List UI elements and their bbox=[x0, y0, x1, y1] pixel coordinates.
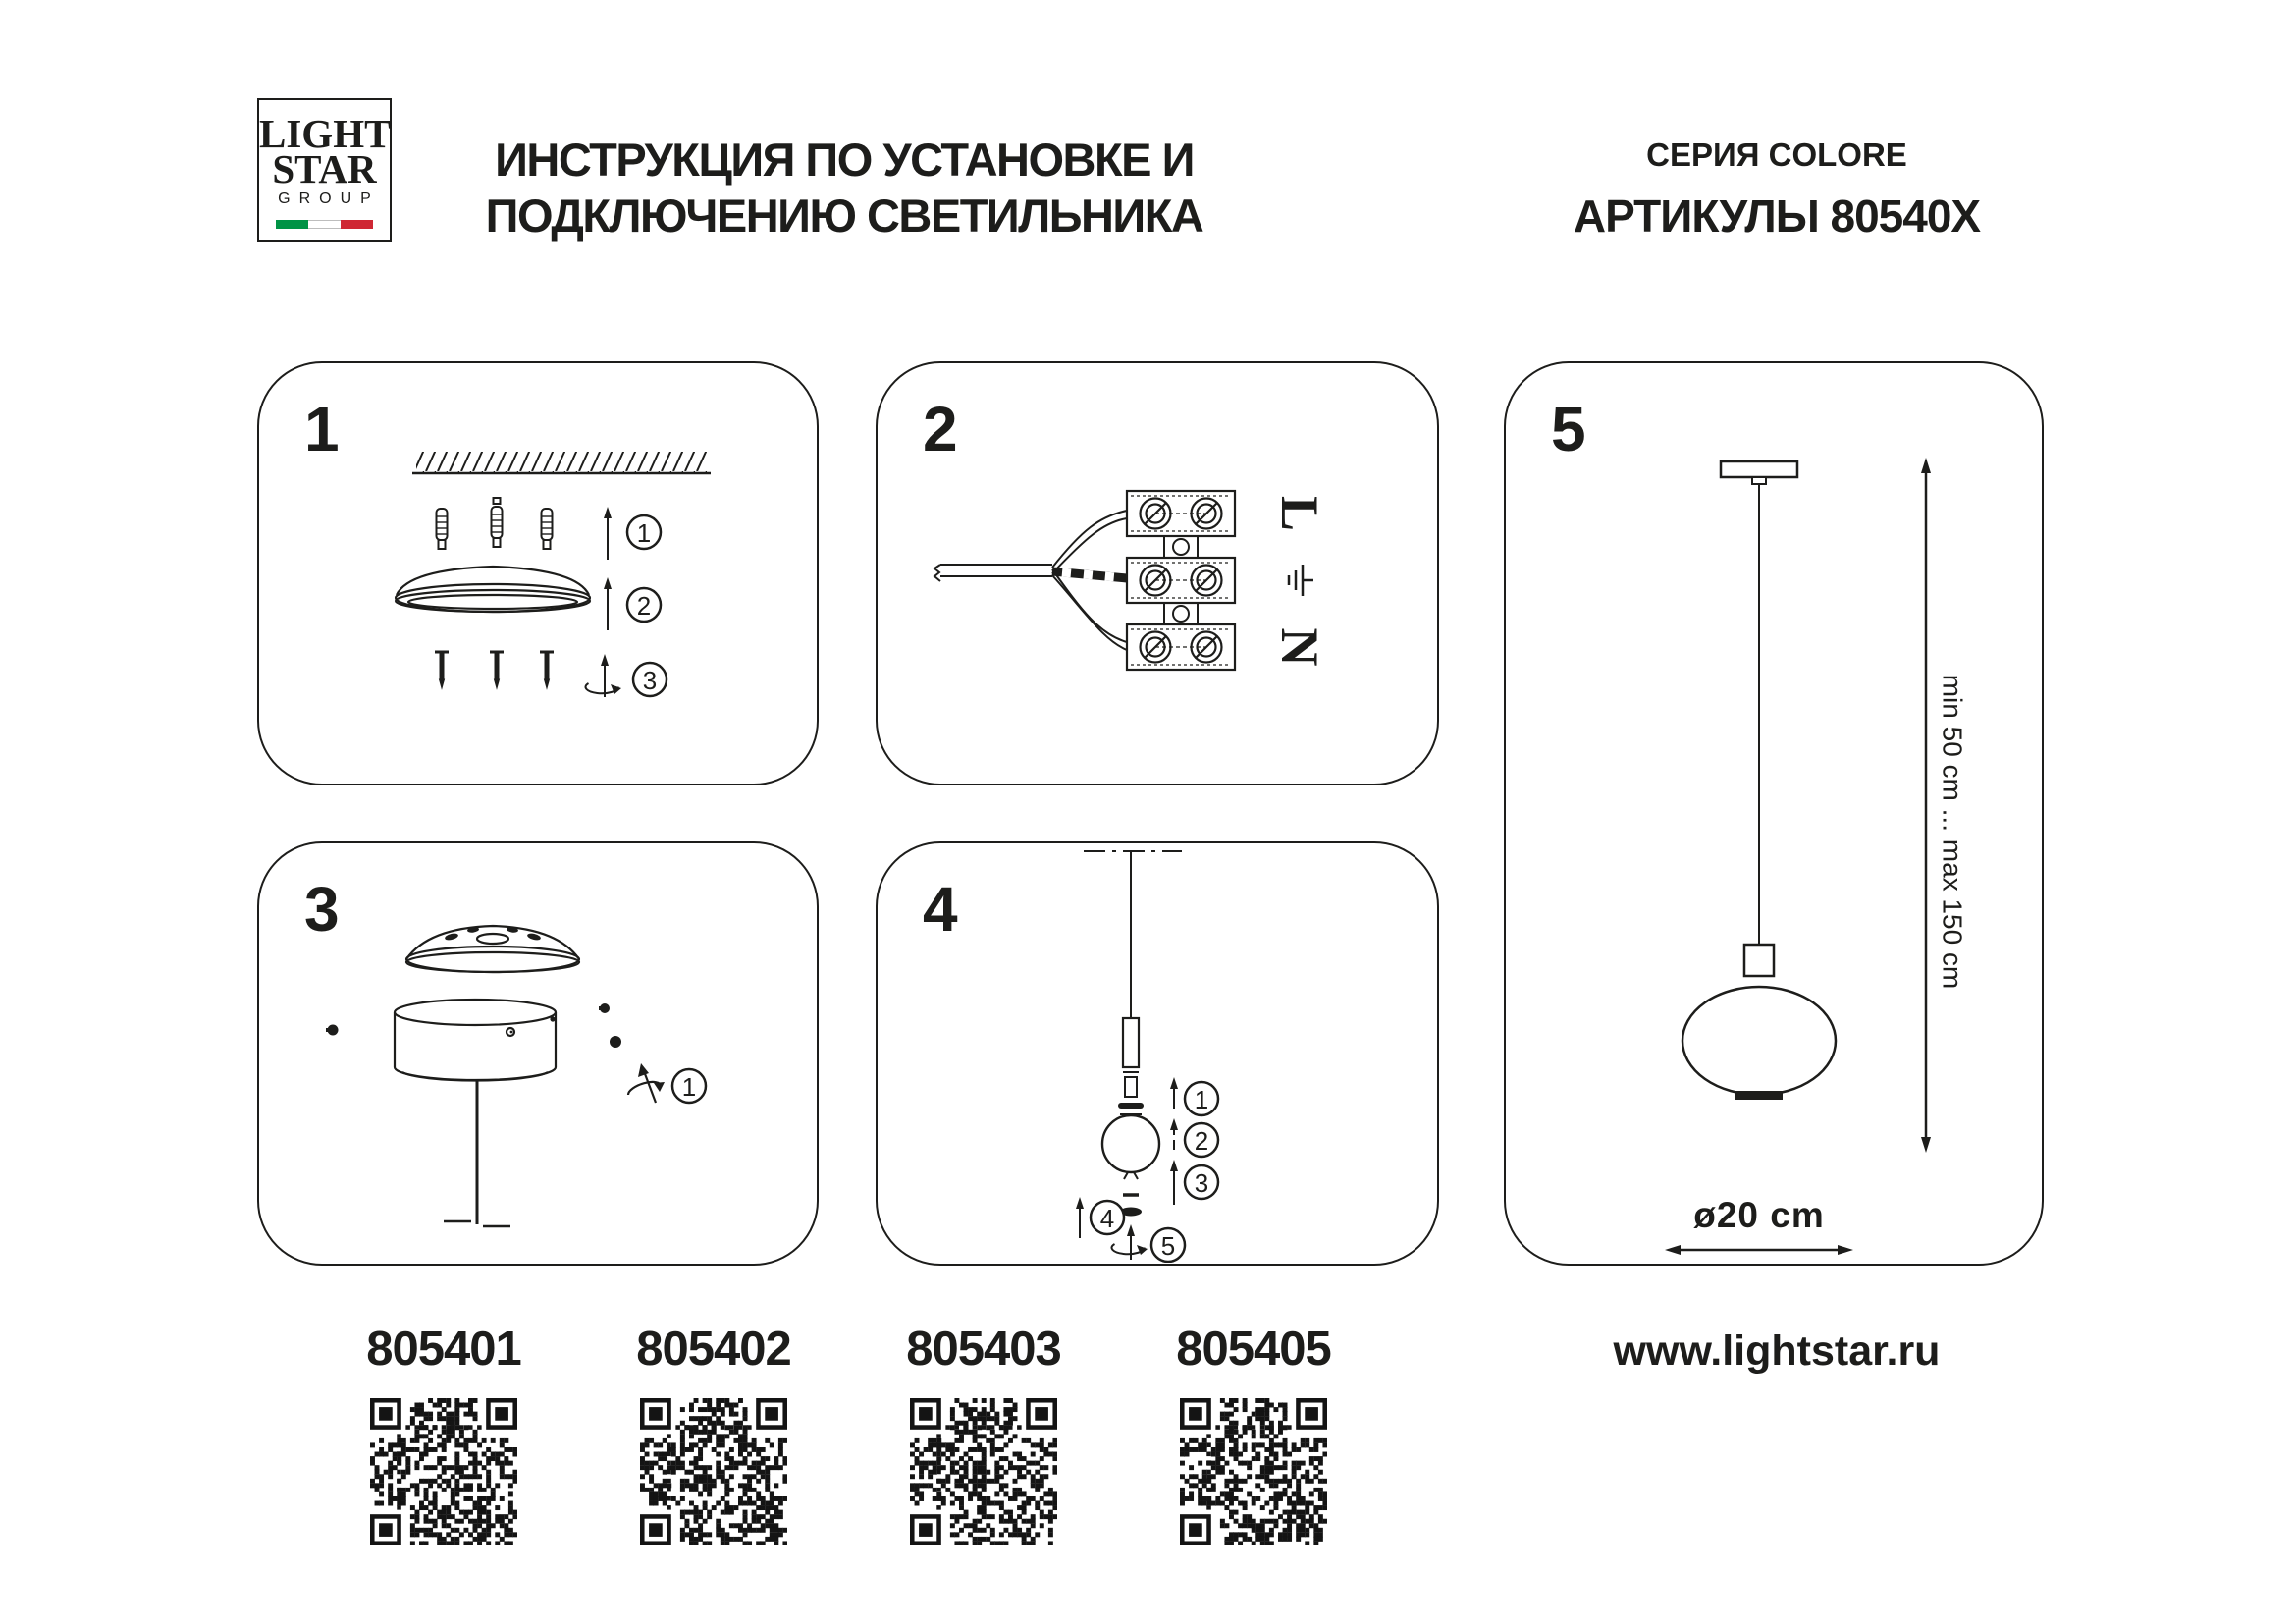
canopy-drawing bbox=[406, 926, 579, 972]
callout-badge bbox=[672, 1069, 706, 1103]
canopy-drawing bbox=[396, 567, 590, 612]
step-number: 1 bbox=[304, 394, 338, 464]
arrow-up-2 bbox=[604, 577, 612, 630]
svg-text:2: 2 bbox=[1194, 1126, 1209, 1156]
svg-text:2: 2 bbox=[636, 591, 652, 621]
label-neutral: N bbox=[1270, 627, 1329, 667]
article-column bbox=[1170, 1322, 1337, 1550]
step-1-diagram bbox=[259, 363, 816, 783]
series-name: СЕРИЯ COLORE bbox=[1646, 136, 1907, 173]
callout-badge bbox=[1151, 1228, 1185, 1262]
svg-text:1: 1 bbox=[1194, 1085, 1209, 1114]
ceiling-hatch bbox=[412, 452, 711, 473]
step-number: 4 bbox=[923, 874, 956, 945]
callout-badge bbox=[1091, 1201, 1124, 1234]
title-line-2: ПОДКЛЮЧЕНИЮ СВЕТИЛЬНИКА bbox=[485, 189, 1203, 243]
article-code: 805405 bbox=[1176, 1323, 1331, 1376]
svg-text:5: 5 bbox=[1160, 1231, 1176, 1261]
arrow-up-1 bbox=[1170, 1077, 1178, 1109]
wall-anchors bbox=[437, 498, 553, 549]
step-3-diagram bbox=[259, 843, 816, 1263]
title-line-1: ИНСТРУКЦИЯ ПО УСТАНОВКЕ И bbox=[495, 134, 1194, 186]
callout-badge bbox=[1185, 1082, 1218, 1115]
logo-star: STAR bbox=[272, 146, 377, 192]
ground-icon bbox=[1289, 565, 1313, 596]
step-number: 3 bbox=[304, 874, 338, 945]
lamp-body-drawing bbox=[395, 1000, 556, 1226]
website-url: www.lightstar.ru bbox=[1613, 1327, 1941, 1375]
step-2-diagram bbox=[878, 363, 1436, 783]
height-dimension bbox=[1921, 458, 1968, 1153]
step-4-diagram bbox=[878, 843, 1436, 1263]
arrow-up-2 bbox=[1170, 1118, 1178, 1150]
pendant-lamp-drawing bbox=[1682, 461, 1836, 1100]
qr-code bbox=[370, 1398, 517, 1545]
arrow-up-4 bbox=[1076, 1197, 1084, 1238]
step-2-panel bbox=[876, 361, 1439, 785]
flag-green bbox=[276, 220, 308, 229]
article-code: 805403 bbox=[906, 1323, 1061, 1376]
diameter-dimension bbox=[1665, 1195, 1853, 1255]
article-column bbox=[900, 1322, 1067, 1550]
step-number: 2 bbox=[923, 394, 956, 464]
page-title bbox=[412, 132, 1276, 244]
callout-badge bbox=[633, 663, 667, 696]
step-5-panel bbox=[1504, 361, 2044, 1266]
striped-wire bbox=[1052, 571, 1127, 578]
height-dimension-label: min 50 cm ... max 150 cm bbox=[1937, 674, 1968, 990]
screws bbox=[435, 652, 554, 688]
logo-group: GROUP bbox=[278, 190, 380, 208]
article-code: 805401 bbox=[366, 1323, 521, 1376]
flag-white bbox=[308, 220, 341, 229]
callout-badge bbox=[627, 515, 661, 549]
terminal-block bbox=[1127, 491, 1235, 670]
step-3-panel bbox=[257, 841, 819, 1266]
svg-text:4: 4 bbox=[1099, 1204, 1115, 1233]
callout-badge bbox=[1185, 1165, 1218, 1199]
step-1-panel bbox=[257, 361, 819, 785]
qr-code bbox=[910, 1398, 1057, 1545]
flag-red bbox=[341, 220, 373, 229]
qr-code bbox=[1180, 1398, 1327, 1545]
article-column bbox=[360, 1322, 527, 1550]
svg-text:1: 1 bbox=[636, 518, 652, 548]
rotate-arrow-icon bbox=[586, 654, 621, 697]
article-code: 805402 bbox=[636, 1323, 791, 1376]
qr-code bbox=[640, 1398, 787, 1545]
pendant-assembly-drawing bbox=[1084, 851, 1182, 1217]
label-line: L bbox=[1270, 495, 1329, 532]
callout-badge bbox=[1185, 1123, 1218, 1157]
arrow-up-1 bbox=[604, 507, 612, 560]
step-5-diagram bbox=[1506, 363, 2041, 1263]
svg-text:3: 3 bbox=[1194, 1168, 1209, 1198]
step-number: 5 bbox=[1551, 394, 1584, 464]
arrow-up-3 bbox=[1170, 1160, 1178, 1205]
callout-badge bbox=[627, 588, 661, 622]
lightstar-logo bbox=[257, 98, 392, 242]
articles-title: АРТИКУЛЫ 80540X bbox=[1573, 190, 1981, 242]
svg-text:1: 1 bbox=[681, 1072, 697, 1102]
diameter-dimension-label: ø20 cm bbox=[1693, 1195, 1825, 1235]
italian-flag-icon bbox=[276, 220, 373, 229]
svg-text:3: 3 bbox=[642, 666, 658, 695]
article-column bbox=[630, 1322, 797, 1550]
mains-cable bbox=[934, 511, 1127, 650]
step-4-panel bbox=[876, 841, 1439, 1266]
rotate-arrow-icon bbox=[628, 1063, 665, 1103]
logo-light: LIGHT bbox=[259, 111, 392, 156]
